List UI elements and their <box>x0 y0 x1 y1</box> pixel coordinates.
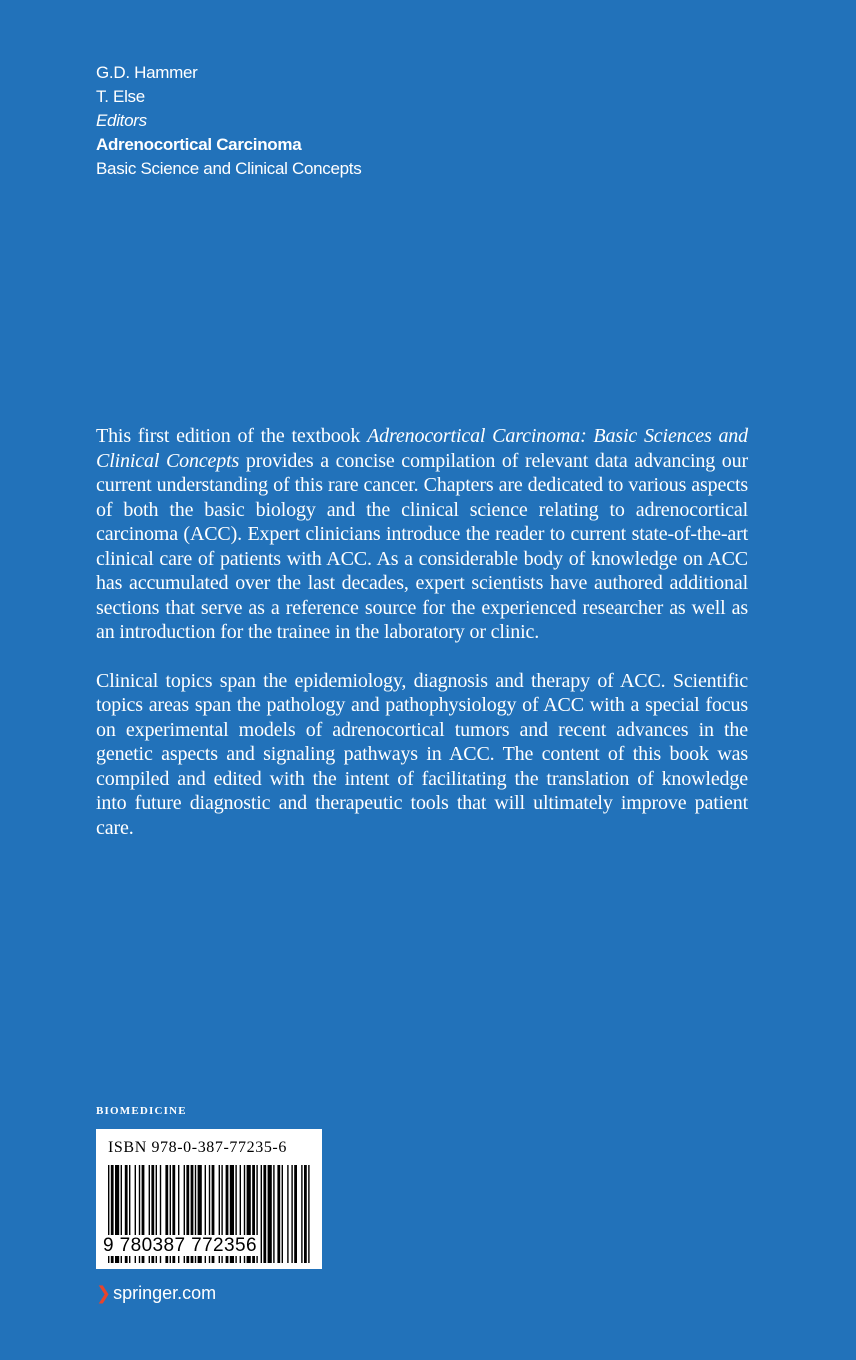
paragraph-text: This first edition of the textbook <box>96 425 368 447</box>
editor-name: T. Else <box>96 87 145 106</box>
book-title: Adrenocortical Carcinoma <box>96 135 302 154</box>
description-paragraph: Clinical topics span the epidemiology, diagnosis and therapy of ACC. Scientific topics areas span the pathology and pathophysiology of ACC with a special focus on experimental models of adrenocortical tumors and recent advances in the genetic aspects and signaling pathways in ACC. The content of this book was compiled and edited with the intent of facilitating the translation of knowledge into future diagnostic and therapeutic tools that will ultimately improve patient care. <box>96 669 748 839</box>
isbn-label: ISBN 978-0-387-77235-6 <box>108 1139 287 1156</box>
chevron-right-icon: ❯ <box>96 1283 112 1303</box>
editors-label: Editors <box>96 111 147 130</box>
publisher-link[interactable] <box>96 1283 216 1304</box>
italic-title-text: Adrenocortical Carcinoma: Basic Sciences and Clinical Concepts <box>96 425 748 472</box>
credits-block <box>96 61 361 181</box>
editor-name: G.D. Hammer <box>96 63 198 82</box>
barcode-digits <box>102 1235 316 1257</box>
description <box>96 424 748 840</box>
category-label: BIOMEDICINE <box>96 1105 187 1117</box>
description-paragraph <box>96 424 748 645</box>
book-subtitle: Basic Science and Clinical Concepts <box>96 159 362 178</box>
barcode-digits-text: 9 780387 772356 <box>103 1235 257 1256</box>
barcode-panel <box>96 1129 322 1269</box>
paragraph-text: provides a concise compilation of relevant data advancing our current understanding of this rare cancer. Chapters are dedicated to various aspects of both the basic biology and the clinical science relating to adrenocortical carcinoma (ACC). Expert clinicians introduce the reader to current state-of-the-art clinical care of patients with ACC. As a considerable body of knowledge on ACC has accumulated over the last decades, expert scientists have authored additional sections that serve as a reference source for the experienced researcher as well as an introduction for the trainee in the laboratory or clinic. <box>96 449 749 643</box>
publisher-url: springer.com <box>113 1283 217 1303</box>
